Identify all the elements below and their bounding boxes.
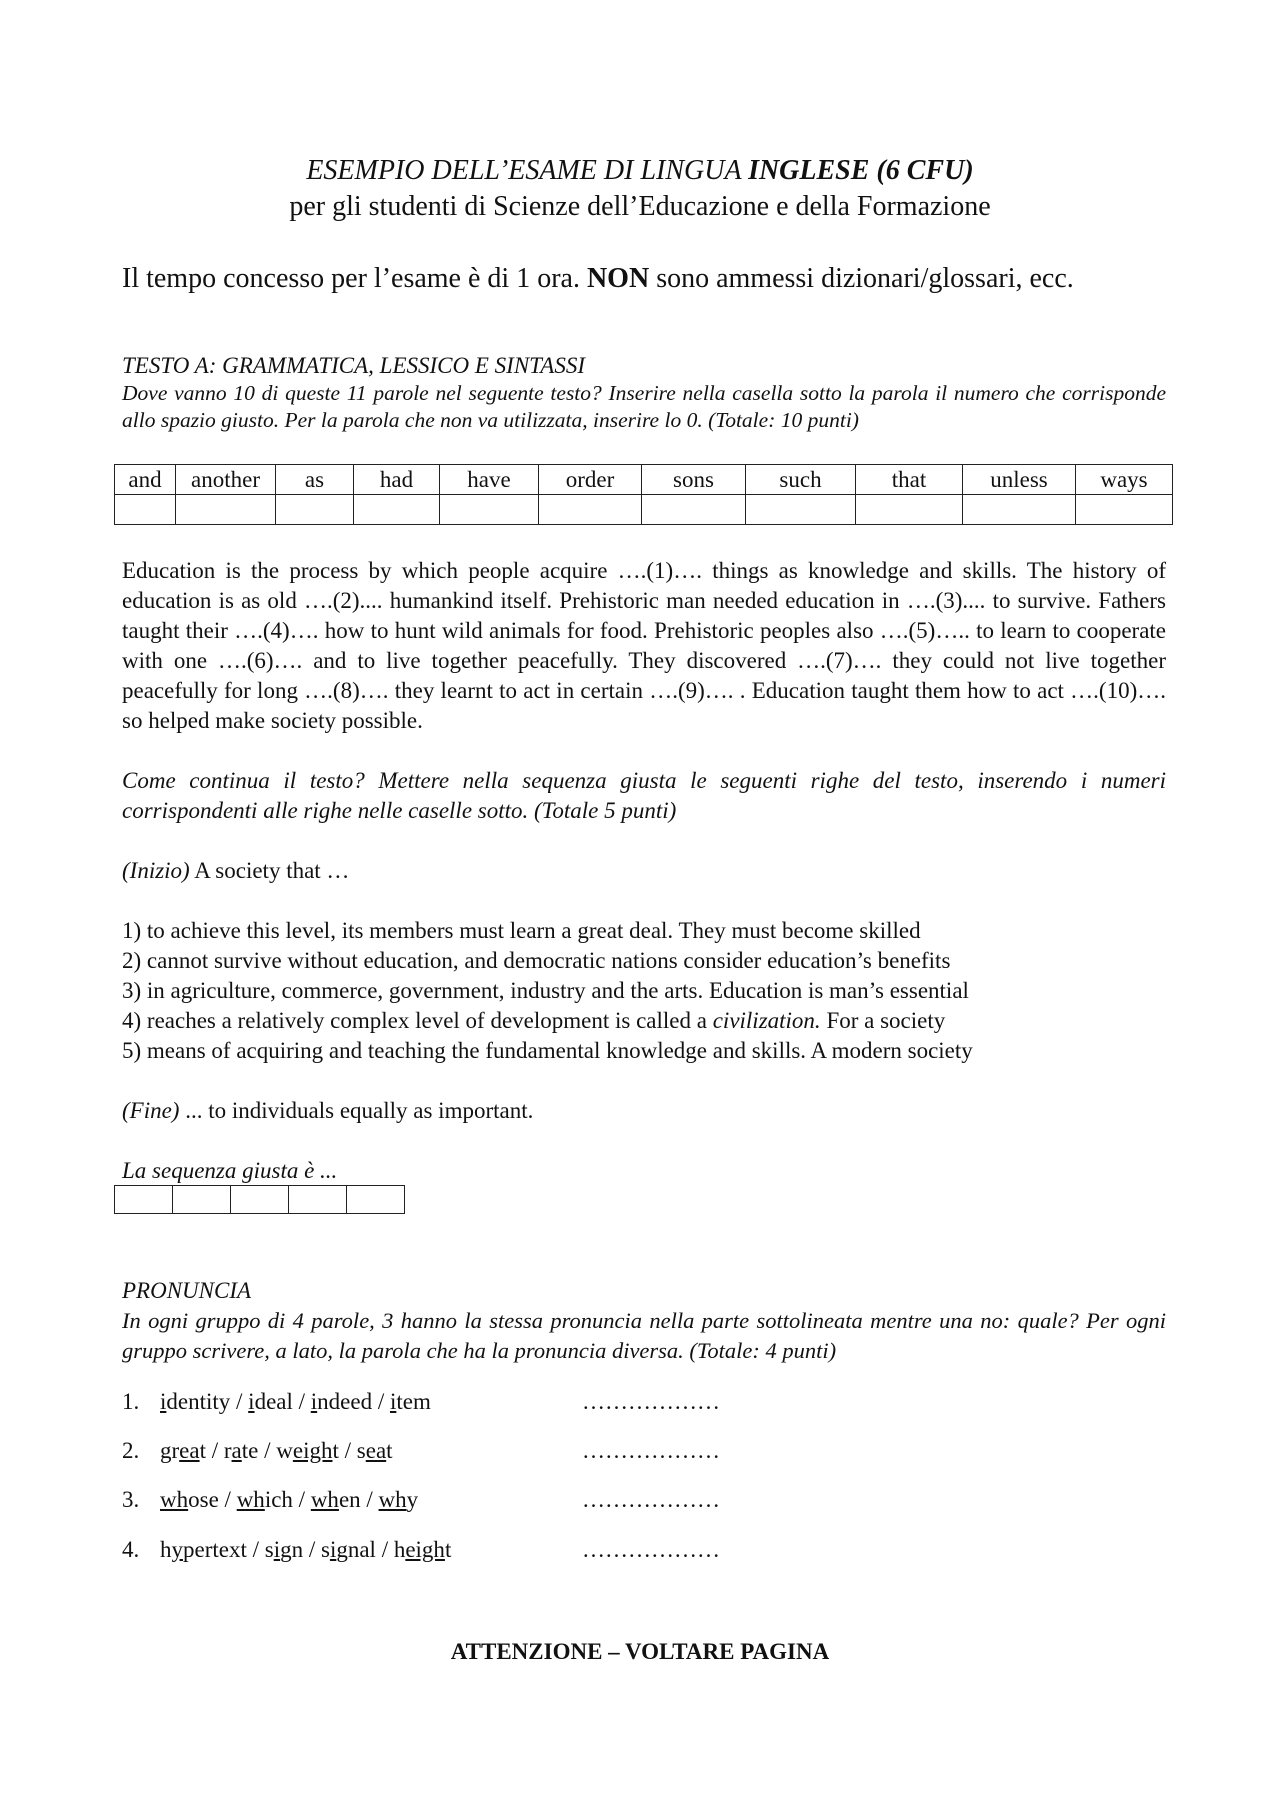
answer-row <box>115 495 1173 525</box>
answer-cell[interactable] <box>354 495 440 525</box>
order-instructions: Come continua il testo? Mettere nella sequenza giusta le seguenti righe del testo, inserendo i numeri corrispondenti alle righe nelle caselle sotto. (Totale 5 punti) <box>122 768 1166 823</box>
sentence-line: 2) cannot survive without education, and democratic nations consider education’s benefits <box>122 948 951 973</box>
word-cell: that <box>856 465 963 495</box>
pronunciation-word: great <box>160 1438 206 1463</box>
section-a-instructions: Dove vanno 10 di queste 11 parole nel seguente testo? Inserire nella casella sotto la parola il numero che corrisponde allo spazio giusto. Per la parola che non va utilizzata, inserire lo 0. (Totale: 10 punti) <box>122 381 1166 432</box>
answer-blank[interactable]: ……………… <box>582 1438 720 1463</box>
answer-cell[interactable] <box>746 495 856 525</box>
answer-blank[interactable]: ……………… <box>582 1487 720 1512</box>
pronunciation-word: when <box>310 1487 361 1512</box>
pronunciation-item: 3. whose / which / when / why ……………… <box>122 1485 418 1515</box>
exam-title: ESEMPIO DELL’ESAME DI LINGUA INGLESE (6 CFU) <box>306 155 974 186</box>
word-cell: order <box>539 465 642 495</box>
exam-rules: Il tempo concesso per l’esame è di 1 ora. NON sono ammessi dizionari/glossari, ecc. <box>122 263 1074 294</box>
word-cell: another <box>176 465 276 495</box>
pronunciation-item: 4. hypertext / sign / signal / height ……………… <box>122 1535 451 1565</box>
item-number: 4. <box>122 1537 140 1562</box>
sentence-line: 4) reaches a relatively complex level of development is called a civilization. For a society <box>122 1008 946 1033</box>
item-number: 3. <box>122 1487 140 1512</box>
sequence-answer-boxes <box>114 1185 405 1214</box>
answer-cell[interactable] <box>1076 495 1173 525</box>
pronunciation-word: indeed <box>310 1389 373 1414</box>
pronunciation-word: why <box>378 1487 419 1512</box>
sequence-box[interactable] <box>347 1186 405 1214</box>
sequence-box[interactable] <box>173 1186 231 1214</box>
pronunciation-word: ideal <box>248 1389 293 1414</box>
answer-cell[interactable] <box>539 495 642 525</box>
sentence-line: 3) in agriculture, commerce, government, industry and the arts. Education is man’s essential <box>122 978 969 1003</box>
word-cell: and <box>115 465 176 495</box>
sequence-label: La sequenza giusta è ... <box>122 1158 338 1183</box>
answer-cell[interactable] <box>963 495 1076 525</box>
sentence-line: 5) means of acquiring and teaching the fundamental knowledge and skills. A modern society <box>122 1038 973 1063</box>
turn-page-notice: ATTENZIONE – VOLTARE PAGINA <box>450 1639 830 1664</box>
pronunciation-word: whose <box>160 1487 219 1512</box>
pronunciation-item: 1. identity / ideal / indeed / item ……………… <box>122 1387 431 1417</box>
pronunciation-heading: PRONUNCIA <box>122 1278 252 1303</box>
word-cell: have <box>440 465 539 495</box>
word-cell: had <box>354 465 440 495</box>
answer-cell[interactable] <box>642 495 746 525</box>
pronunciation-word: signal <box>320 1537 376 1562</box>
pronunciation-word: which <box>236 1487 293 1512</box>
pronunciation-word: identity <box>160 1389 231 1414</box>
pronunciation-word: weight <box>276 1438 339 1463</box>
word-bank-row <box>115 465 1173 495</box>
sequence-box[interactable] <box>115 1186 173 1214</box>
cloze-passage: Education is the process by which people acquire ….(1)…. things as knowledge and skills. The history of education is as old ….(2).... humankind itself. Prehistoric man needed education in ….(3).... to survive. Fathers taught their ….(4)…. how to hunt wild animals for food. Prehistoric peoples also ….(5)….. to learn to cooperate with one ….(6)…. and to live together peacefully. They discovered ….(7)…. they could not live together peacefully for long ….(8)…. they learnt to act in certain ….(9)…. . Education taught them how to act ….(10)…. so helped make society possible. <box>122 558 1166 733</box>
answer-cell[interactable] <box>856 495 963 525</box>
answer-cell[interactable] <box>176 495 276 525</box>
answer-cell[interactable] <box>115 495 176 525</box>
section-a-heading: TESTO A: GRAMMATICA, LESSICO E SINTASSI <box>122 353 585 378</box>
word-cell: such <box>746 465 856 495</box>
pronunciation-word: hypertext <box>160 1537 247 1562</box>
sequence-box[interactable] <box>231 1186 289 1214</box>
word-cell: unless <box>963 465 1076 495</box>
sentence-line: 1) to achieve this level, its members must learn a great deal. They must become skilled <box>122 918 921 943</box>
pronunciation-item: 2. great / rate / weight / seat ……………… <box>122 1436 393 1466</box>
item-number: 1. <box>122 1389 140 1414</box>
word-cell: sons <box>642 465 746 495</box>
word-cell: ways <box>1076 465 1173 495</box>
exam-subtitle: per gli studenti di Scienze dell’Educazione e della Formazione <box>289 191 991 222</box>
answer-blank[interactable]: ……………… <box>582 1537 720 1562</box>
pronunciation-word: sign <box>264 1537 304 1562</box>
word-cell: as <box>276 465 354 495</box>
pronunciation-word: rate <box>223 1438 259 1463</box>
pronunciation-word: seat <box>356 1438 393 1463</box>
start-line: (Inizio) A society that … <box>122 858 350 883</box>
answer-cell[interactable] <box>440 495 539 525</box>
item-number: 2. <box>122 1438 140 1463</box>
sequence-box[interactable] <box>289 1186 347 1214</box>
end-line: (Fine) ... to individuals equally as important. <box>122 1098 534 1123</box>
word-bank-table <box>114 464 1173 525</box>
answer-cell[interactable] <box>276 495 354 525</box>
pronunciation-word: height <box>393 1537 452 1562</box>
pronunciation-word: item <box>389 1389 431 1414</box>
answer-blank[interactable]: ……………… <box>582 1389 720 1414</box>
pronunciation-instructions: In ogni gruppo di 4 parole, 3 hanno la stessa pronuncia nella parte sottolineata mentre una no: quale? Per ogni gruppo scrivere, a lato, la parola che ha la pronuncia diversa. (Totale: 4 punti) <box>122 1308 1166 1363</box>
